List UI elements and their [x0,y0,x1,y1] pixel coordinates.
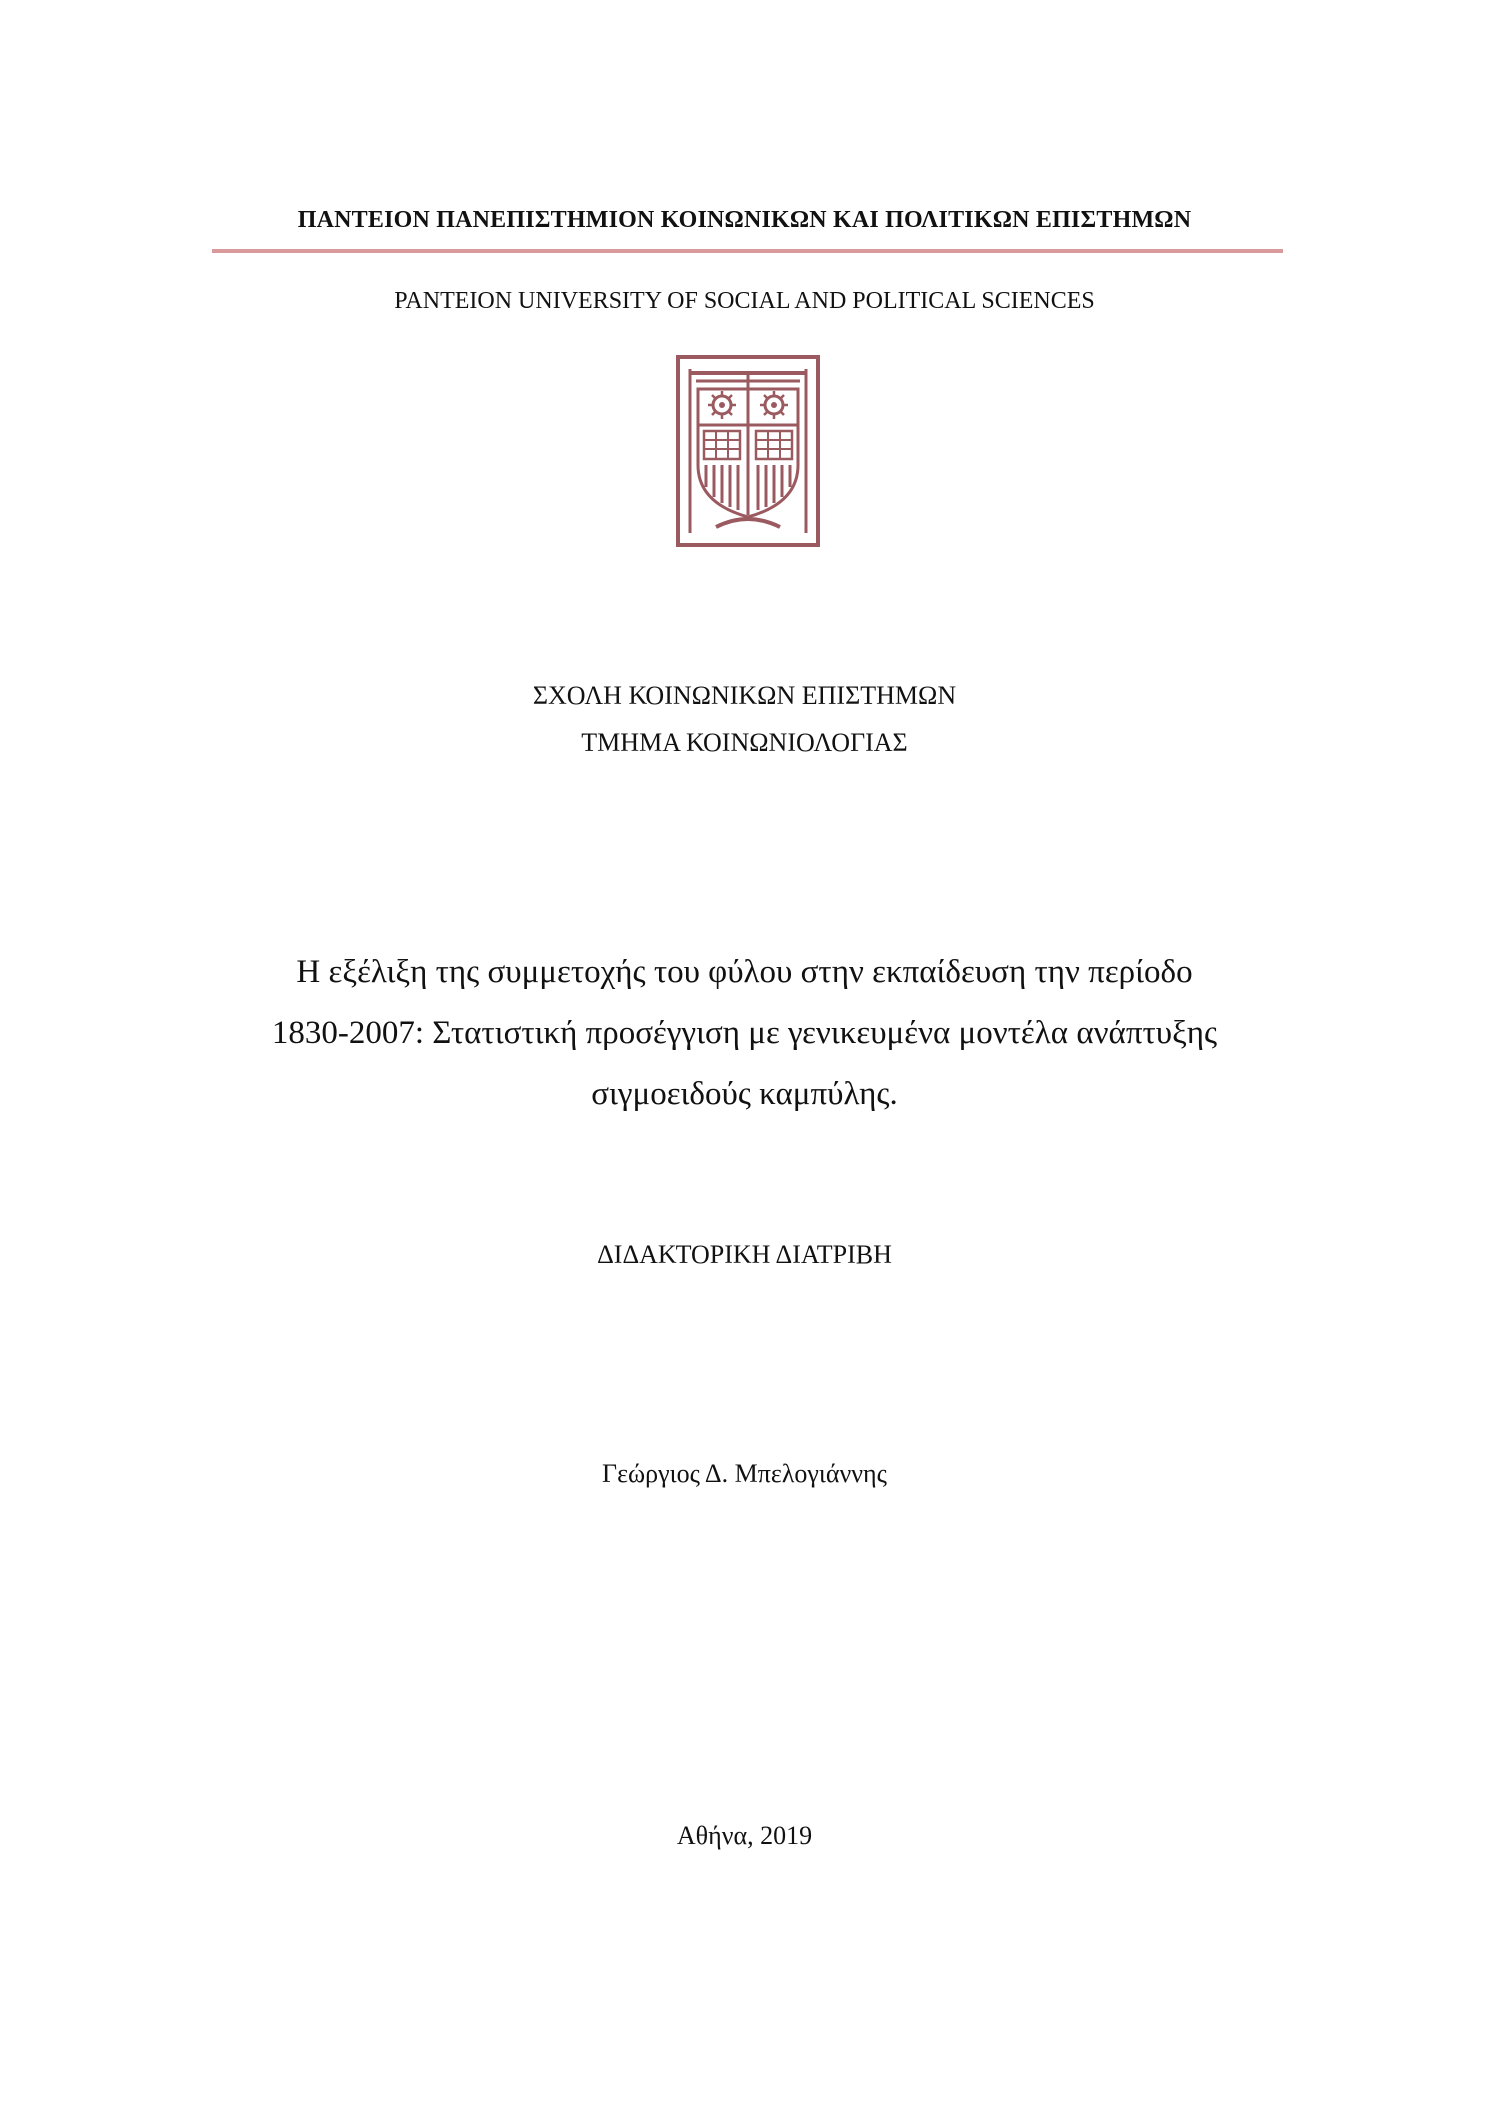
thesis-title [0,942,1489,1125]
thesis-title-line: σιγμοειδούς καμπύλης. [591,1076,898,1112]
school-name: ΣΧΟΛΗ ΚΟΙΝΩΝΙΚΩΝ ΕΠΙΣΤΗΜΩΝ [532,681,957,710]
department-name: ΤΜΗΜΑ ΚΟΙΝΩΝΙΟΛΟΓΙΑΣ [581,728,908,757]
thesis-title-line: 1830-2007: Στατιστική προσέγγιση με γενικευμένα μοντέλα ανάπτυξης [271,1015,1218,1051]
university-name-greek: ΠΑΝΤΕΙΟΝ ΠΑΝΕΠΙΣΤΗΜΙΟΝ ΚΟΙΝΩΝΙΚΩΝ ΚΑΙ ΠΟΛΙΤΙΚΩΝ ΕΠΙΣΤΗΜΩΝ [297,207,1192,233]
document-type: ΔΙΔΑΚΤΟΡΙΚΗ ΔΙΑΤΡΙΒΗ [597,1240,892,1269]
header-divider [212,249,1283,253]
author-name: Γεώργιος Δ. Μπελογιάννης [602,1459,887,1488]
place-date: Αθήνα, 2019 [676,1821,813,1850]
university-name-english: PANTEION UNIVERSITY OF SOCIAL AND POLITICAL SCIENCES [394,288,1095,314]
thesis-title-line: Η εξέλιξη της συμμετοχής του φύλου στην εκπαίδευση την περίοδο [296,954,1193,990]
university-crest-icon [676,355,820,547]
